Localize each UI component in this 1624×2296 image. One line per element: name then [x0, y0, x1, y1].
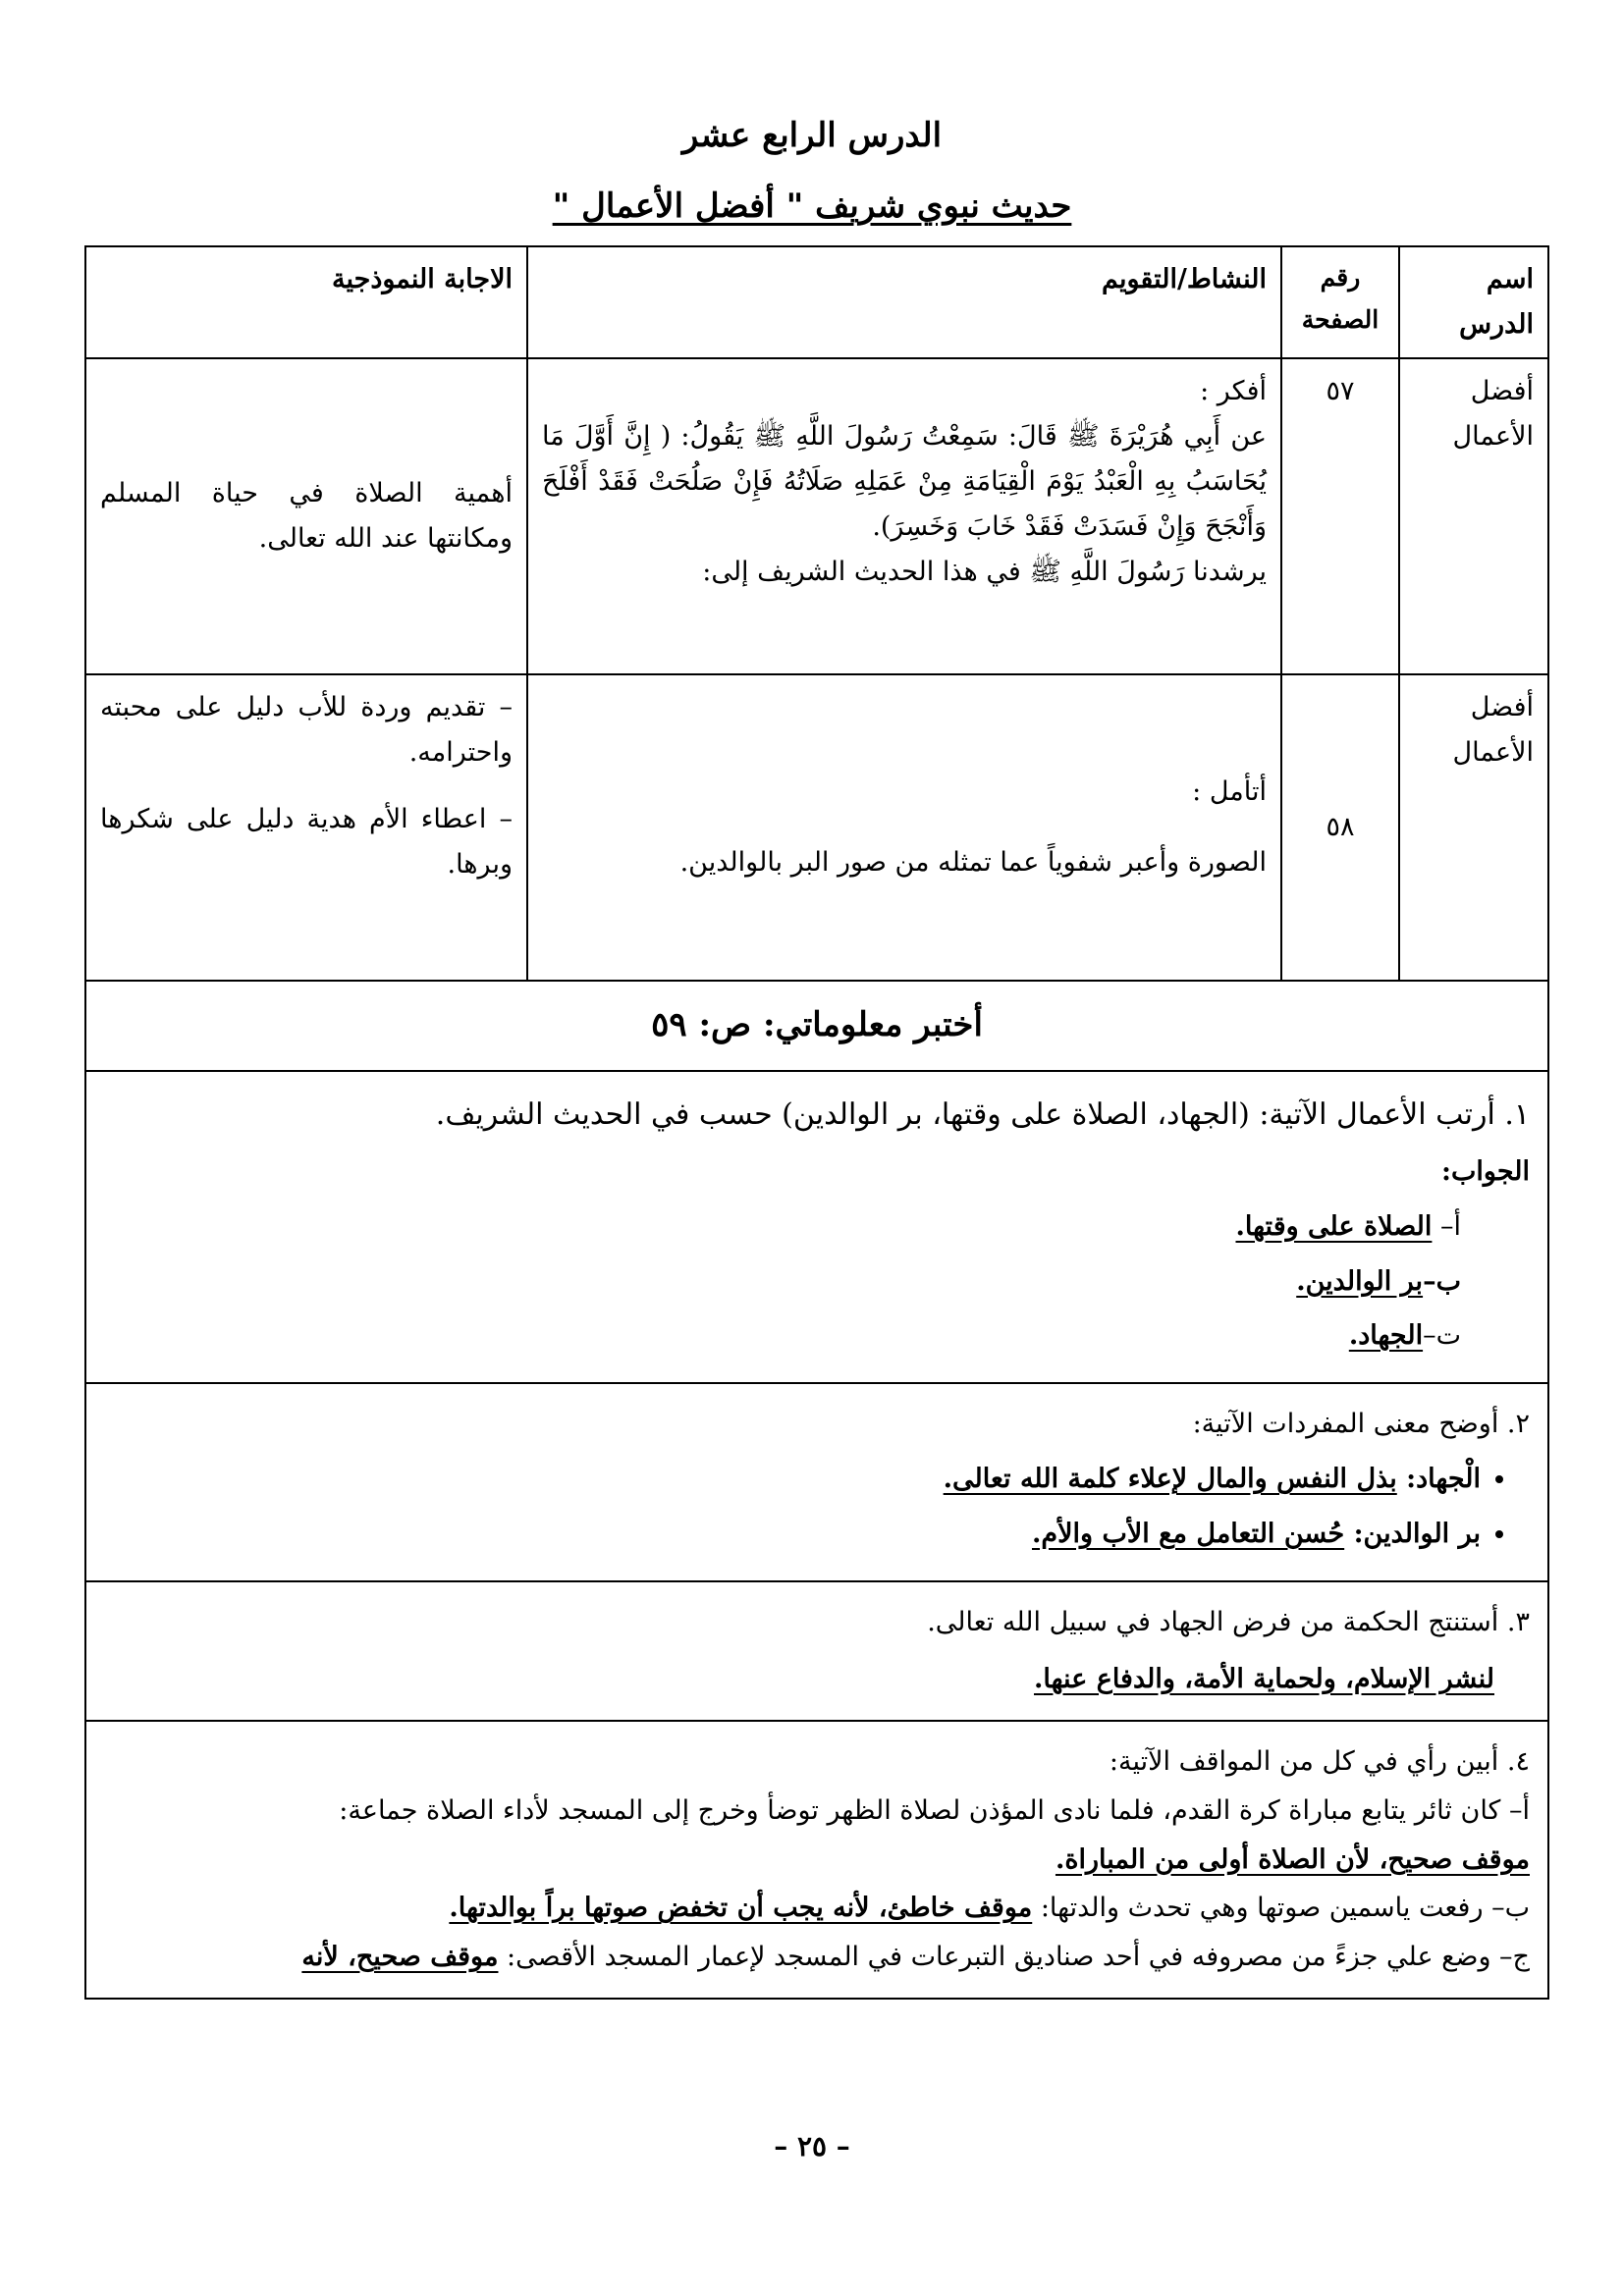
- table-row: [85, 674, 1548, 981]
- q4-b-line: [104, 1886, 1530, 1931]
- q1-question-items: (الجهاد، الصلاة على وقتها، بر الوالدين): [782, 1096, 1250, 1132]
- def-meaning: حُسن التعامل مع الأب والأم.: [1031, 1519, 1345, 1550]
- q1-option: [104, 1259, 1461, 1305]
- q4-a-text: أ– كان ثائر يتابع مباراة كرة القدم، فلما نادى المؤذن لصلاة الظهر توضأ وخرج إلى المسجد لأداء الصلاة جماعة:: [339, 1794, 1530, 1826]
- q2-definitions: [104, 1457, 1530, 1557]
- row1-hadith-text: عن أَبِي هُرَيْرَةَ ﷺ قَالَ: سَمِعْتُ رَسُولَ اللَّهِ ﷺ يَقُولُ: ( إِنَّ أَوَّلَ مَا يُحَاسَبُ بِهِ الْعَبْدُ يَوْمَ الْقِيَامَةِ مِنْ عَمَلِهِ صَلَاتُهُ فَإِنْ صَلُحَتْ فَقَدْ أَفْلَحَ وَأَنْجَحَ وَإِنْ فَسَدَتْ فَقَدْ خَابَ وَخَسِرَ).: [542, 420, 1267, 542]
- lesson-title-heading: [0, 187, 1624, 226]
- row1-answer: أهمية الصلاة في حياة المسلم ومكانتها عند الله تعالى.: [100, 478, 513, 554]
- def-term: الْجهاد:: [1396, 1464, 1481, 1495]
- lesson-table: [84, 245, 1549, 2000]
- table-row: [85, 358, 1548, 674]
- q1-question: [104, 1090, 1530, 1140]
- header-lesson-name: اسم الدرس: [1399, 246, 1548, 358]
- row1-lesson-name: أفضل الأعمال: [1399, 358, 1548, 674]
- def-meaning: بذل النفس والمال لإعلاء كلمة الله تعالى.: [943, 1464, 1397, 1495]
- q1-answer-label: الجواب:: [1441, 1155, 1530, 1187]
- q4-c-answer: موقف صحيح، لأنه: [301, 1942, 499, 1973]
- q1-option: [104, 1313, 1461, 1359]
- q4-a-answer: موقف صحيح، لأن الصلاة أولى من المباراة.: [1055, 1843, 1530, 1875]
- q4-b-text: ب– رفعت ياسمين صوتها وهي تحدث والدتها:: [1032, 1893, 1530, 1924]
- quiz-title: أختبر معلوماتي: ص: ٥٩: [85, 981, 1548, 1071]
- row1-activity: [527, 358, 1281, 674]
- q4-b-answer: موقف خاطئ، لأنه يجب أن تخفض صوتها براً بوالدتها.: [449, 1893, 1033, 1924]
- q1-option-text: الجهاد.: [1348, 1320, 1424, 1352]
- row2-answer-cell: [85, 674, 527, 981]
- page-number: – ٢٥ –: [774, 2130, 850, 2163]
- q4-c-text: ج– وضع علي جزءً من مصروفه في أحد صناديق التبرعات في المسجد لإعمار المسجد الأقصى:: [498, 1942, 1530, 1973]
- q1-option-letter: ب–: [1423, 1265, 1461, 1297]
- quiz-q4-row: [85, 1721, 1548, 1999]
- row2-lesson-name: أفضل الأعمال: [1399, 674, 1548, 981]
- quiz-q2-row: [85, 1383, 1548, 1581]
- row1-activity-question: يرشدنا رَسُولَ اللَّهِ ﷺ في هذا الحديث الشريف إلى:: [702, 556, 1267, 587]
- header-activity: النشاط/التقويم: [527, 246, 1281, 358]
- q1-question-suffix: حسب في الحديث الشريف.: [435, 1096, 783, 1132]
- q1-option-letter: أ–: [1432, 1210, 1461, 1242]
- q4-c-line: [104, 1935, 1530, 1980]
- quiz-q3-row: [85, 1581, 1548, 1721]
- def-term: بر الوالدين:: [1344, 1519, 1481, 1550]
- q3-answer-line: [104, 1657, 1494, 1702]
- q1-question-prefix: ١. أرتب الأعمال الآتية:: [1249, 1096, 1530, 1132]
- row1-answer-cell: [85, 358, 527, 674]
- table-header-row: [85, 246, 1548, 358]
- lesson-title-text: حديث نبوي شريف " أفضل الأعمال ": [552, 187, 1072, 226]
- row2-activity: [527, 674, 1281, 981]
- lesson-number-heading: الدرس الرابع عشر: [681, 116, 943, 155]
- q1-option-letter: ت–: [1423, 1320, 1461, 1352]
- row2-answer-1: – تقديم وردة للأب دليل على محبته واحترامه.: [100, 692, 513, 768]
- row2-answer-2: – اعطاء الأم هدية دليل على شكرها وبرها.: [100, 803, 513, 880]
- row2-page: ٥٨: [1281, 674, 1399, 981]
- q1-option-text: بر الوالدين.: [1296, 1265, 1424, 1297]
- q1-option-text: الصلاة على وقتها.: [1235, 1210, 1433, 1242]
- row2-activity-text: الصورة وأعبر شفوياً عما تمثله من صور البر بالوالدين.: [679, 847, 1267, 878]
- row1-activity-title: أفكر :: [1200, 376, 1267, 406]
- q4-a-answer-line: [104, 1838, 1530, 1883]
- q3-question: ٣. أستنتج الحكمة من فرض الجهاد في سبيل الله تعالى.: [927, 1607, 1530, 1638]
- q4-question: ٤. أبين رأي في كل من المواقف الآتية:: [1109, 1745, 1530, 1777]
- q1-option: [104, 1204, 1461, 1250]
- q2-question: ٢. أوضح معنى المفردات الآتية:: [1192, 1409, 1530, 1440]
- quiz-q1: [85, 1071, 1548, 1384]
- quiz-title-row: [85, 981, 1548, 1071]
- row1-page: ٥٧: [1281, 358, 1399, 674]
- quiz-q2: [85, 1383, 1548, 1581]
- list-item: [104, 1512, 1481, 1557]
- quiz-q3: [85, 1581, 1548, 1721]
- header-model-answer: الاجابة النموذجية: [85, 246, 527, 358]
- quiz-q4: [85, 1721, 1548, 1999]
- row2-activity-title: أتأمل :: [1192, 776, 1267, 808]
- quiz-q1-row: [85, 1071, 1548, 1384]
- list-item: [104, 1457, 1481, 1502]
- header-page-number: رقم الصفحة: [1281, 246, 1399, 358]
- q3-answer: لنشر الإسلام، ولحماية الأمة، والدفاع عنها.: [1033, 1663, 1494, 1694]
